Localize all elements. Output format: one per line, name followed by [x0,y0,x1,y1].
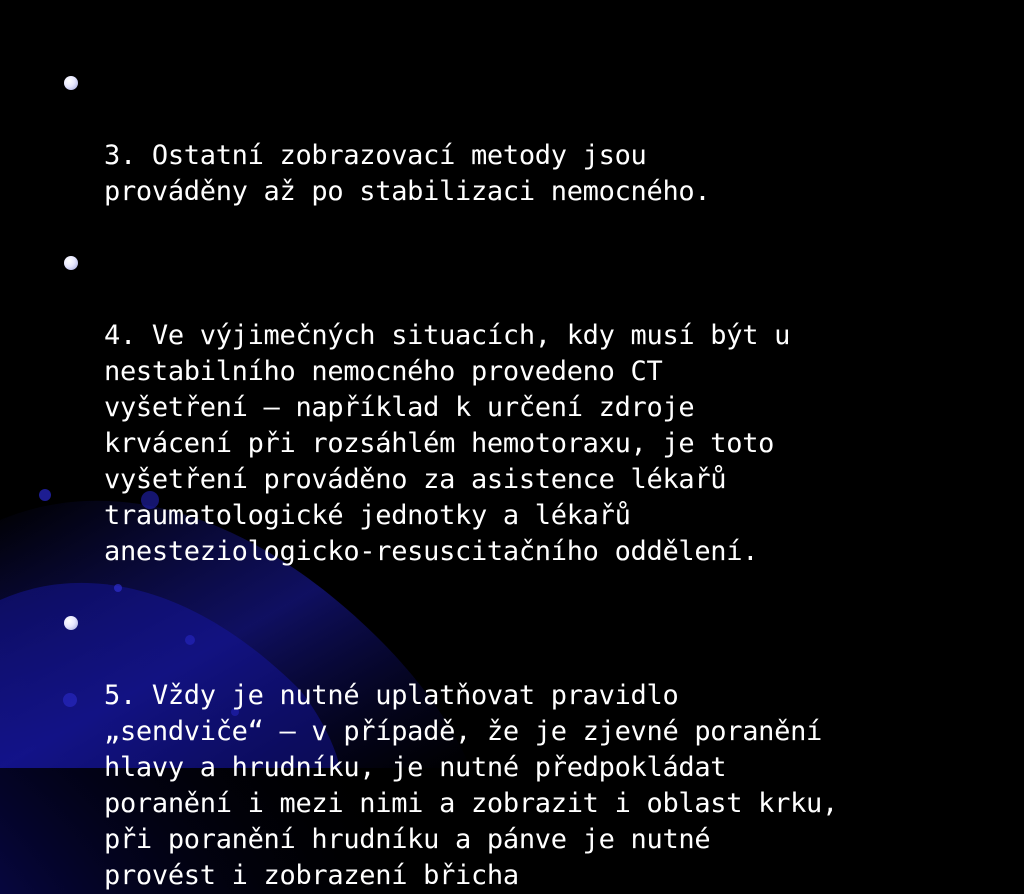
bullet-list [62,66,1002,894]
bullet-dot-icon [64,616,78,630]
bullet-item [62,606,1002,894]
bullet-item [62,246,1002,570]
bullet-dot-icon [64,76,78,90]
bullet-text: 3. Ostatní zobrazovací metody jsou prováděny až po stabilizaci nemocného. [104,140,711,207]
bullet-text: 5. Vždy je nutné uplatňovat pravidlo „sendviče“ – v případě, že je zjevné poranění hlavy a hrudníku, je nutné předpokládat poranění i mezi nimi a zobrazit i oblast krku, při poranění hrudníku a pánve je nutné provést i zobrazení břicha [104,680,838,891]
bullet-dot-icon [64,256,78,270]
bullet-text: 4. Ve výjimečných situacích, kdy musí být u nestabilního nemocného provedeno CT vyšetření – například k určení zdroje krvácení při rozsáhlém hemotoraxu, je toto vyšetření prováděno za asistence lékařů traumatologické jednotky a lékařů anesteziologicko-resuscitačního oddělení. [104,320,791,567]
bullet-item [62,66,1002,210]
decor-dot-icon [39,489,51,501]
